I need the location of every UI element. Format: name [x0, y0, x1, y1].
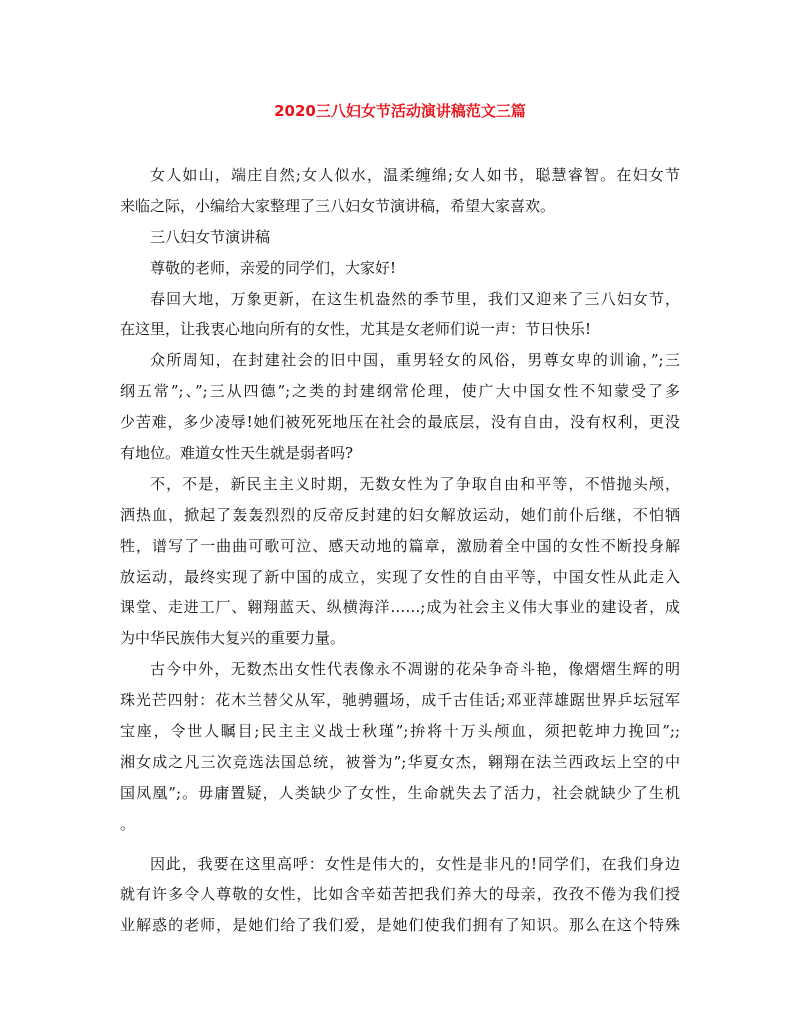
paragraph-line: 少苦难，多少凌辱!她们被死死地压在社会的最底层，没有自由，没有权利，更没	[120, 413, 680, 432]
paragraph-line: 在这里，让我衷心地向所有的女性，尤其是女老师们说一声：节日快乐!	[120, 320, 592, 339]
document-title: 2020三八妇女节活动演讲稿范文三篇	[274, 102, 526, 120]
paragraph-line: 纲五常”;、”;三从四德”;之类的封建纲常伦理，使广大中国女性不知蒙受了多	[120, 382, 680, 401]
paragraph-line: 牲，谱写了一曲曲可歌可泣、感天动地的篇章，激励着全中国的女性不断投身解	[120, 536, 680, 555]
paragraph-line: 宝座，令世人瞩目;民主主义战士秋瑾”;拚将十万头颅血，须把乾坤力挽回”;;	[120, 722, 680, 741]
paragraph-line: 湘女成之凡三次竞选法国总统，被誉为”;华夏女杰，翱翔在法兰西政坛上空的中	[120, 752, 680, 771]
paragraph-line: 就有许多令人尊敬的女性，比如含辛茹苦把我们养大的母亲，孜孜不倦为我们授	[120, 885, 680, 904]
paragraph-spacer	[120, 840, 680, 849]
paragraph-line: 课堂、走进工厂、翱翔蓝天、纵横海洋……;成为社会主义伟大事业的建设者，成	[120, 598, 680, 617]
paragraph-line: 古今中外，无数杰出女性代表像永不凋谢的花朵争奇斗艳，像熠熠生辉的明	[150, 660, 680, 679]
paragraph-line: 尊敬的老师，亲爱的同学们，大家好!	[150, 258, 397, 277]
paragraph-line: 国凤凰”;。毋庸置疑，人类缺少了女性，生命就失去了活力，社会就缺少了生机	[120, 783, 680, 802]
paragraph-line: 。	[120, 814, 136, 833]
paragraph-line: 为中华民族伟大复兴的重要力量。	[120, 629, 346, 648]
paragraph-line: 女人如山，端庄自然;女人似水，温柔缠绵;女人如书，聪慧睿智。在妇女节	[150, 166, 680, 184]
paragraph-line: 不，不是，新民主主义时期，无数女性为了争取自由和平等，不惜抛头颅，	[150, 474, 680, 493]
paragraph-line: 因此，我要在这里高呼：女性是伟大的，女性是非凡的!同学们，在我们身边	[150, 854, 680, 873]
paragraph-line: 来临之际，小编给大家整理了三八妇女节演讲稿，希望大家喜欢。	[120, 196, 556, 215]
paragraph-line: 春回大地，万象更新，在这生机盎然的季节里，我们又迎来了三八妇女节，	[150, 289, 680, 308]
paragraph-line: 众所周知，在封建社会的旧中国，重男轻女的风俗，男尊女卑的训谕，”;三	[150, 351, 680, 370]
paragraph-line: 洒热血，掀起了轰轰烈烈的反帝反封建的妇女解放运动，她们前仆后继，不怕牺	[120, 505, 680, 524]
paragraph-line: 有地位。难道女性天生就是弱者吗?	[120, 444, 354, 463]
paragraph-line: 放运动，最终实现了新中国的成立，实现了女性的自由平等，中国女性从此走入	[120, 567, 680, 586]
document-body	[120, 160, 680, 941]
paragraph-line: 珠光芒四射：花木兰替父从军，驰骋疆场，成千古佳话;邓亚萍雄踞世界乒坛冠军	[120, 691, 680, 710]
section-heading: 三八妇女节演讲稿	[150, 227, 271, 246]
paragraph-line: 业解惑的老师，是她们给了我们爱，是她们使我们拥有了知识。那么在这个特殊	[120, 916, 680, 935]
